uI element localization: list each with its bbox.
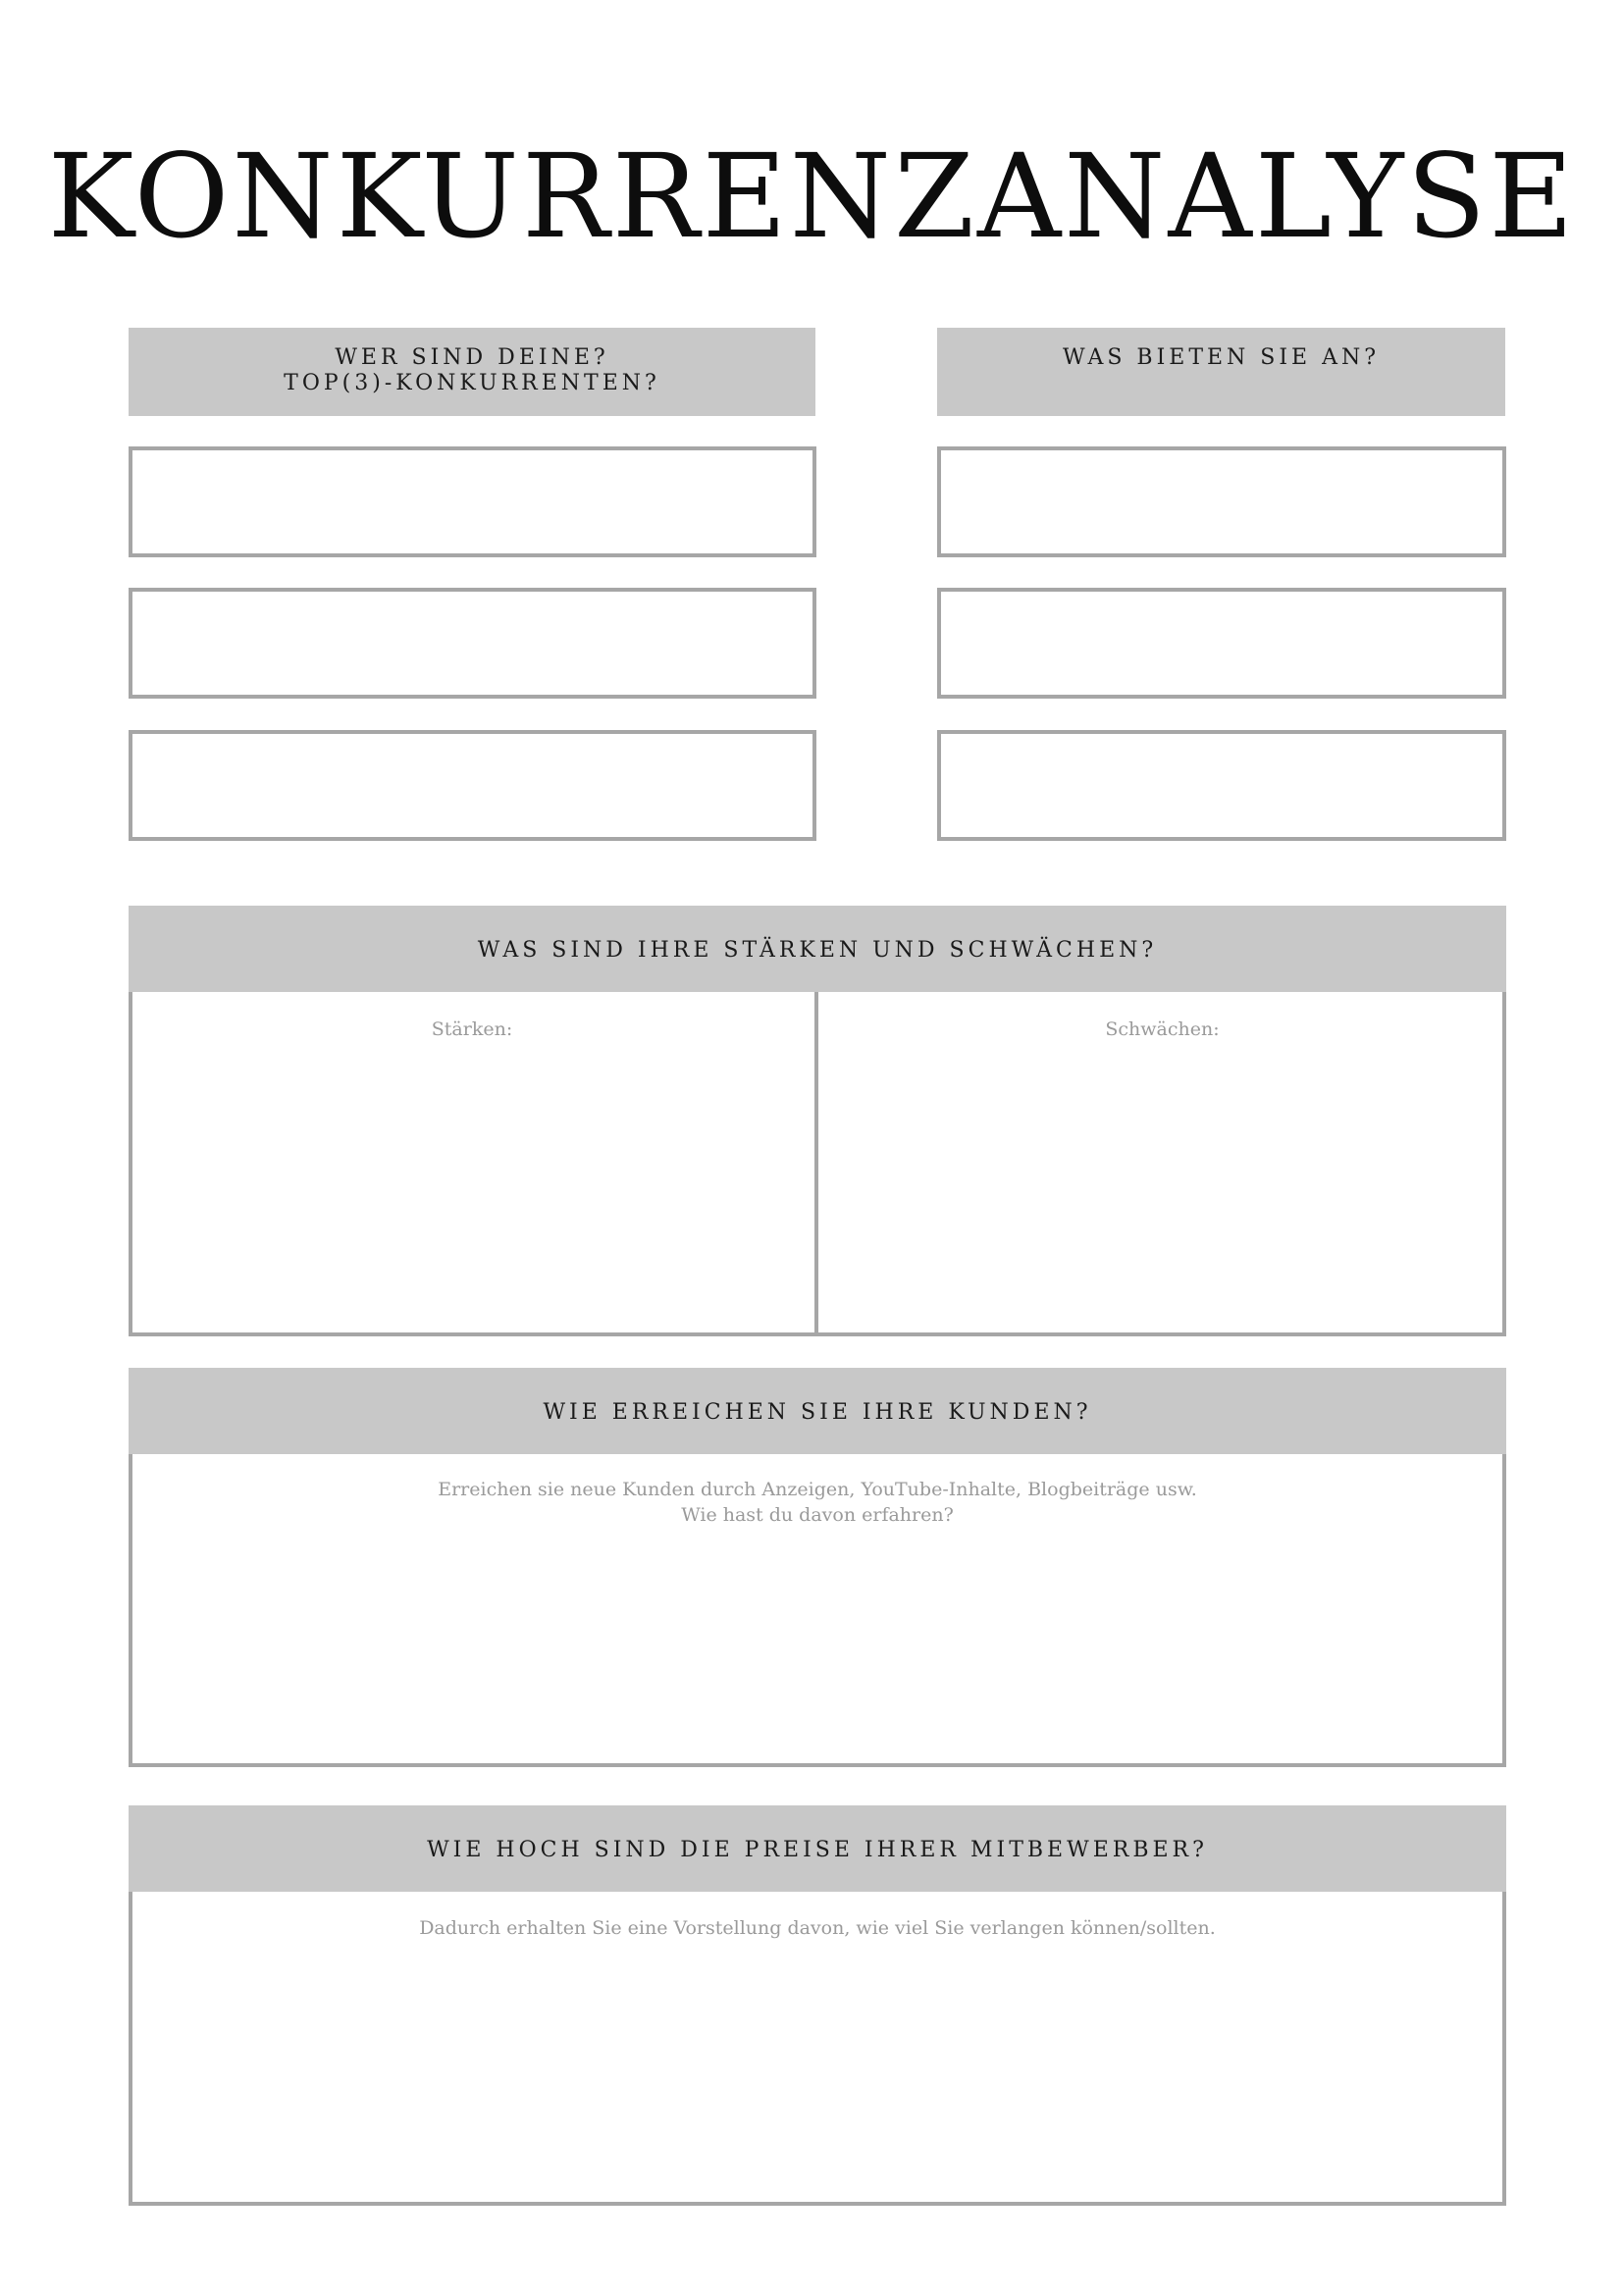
offer-header [937, 328, 1505, 416]
strengths-weaknesses-header-label: WAS SIND IHRE STÄRKEN UND SCHWÄCHEN? [477, 937, 1158, 963]
weaknesses-field[interactable] [818, 992, 1502, 1332]
prices-hint: Dadurch erhalten Sie eine Vorstellung davon, wie viel Sie verlangen können/sollten. [419, 1917, 1216, 1939]
strengths-label: Stärken: [431, 1018, 513, 1040]
strengths-field[interactable] [132, 992, 814, 1332]
reach-header [129, 1368, 1506, 1456]
competitor-field-1[interactable] [129, 446, 816, 557]
offer-header-label: WAS BIETEN SIE AN? [1062, 345, 1381, 370]
page-title: KONKURRENZANALYSE [47, 129, 1577, 264]
competitors-header [129, 328, 815, 416]
weaknesses-label: Schwächen: [1105, 1018, 1220, 1040]
offer-field-2[interactable] [937, 588, 1506, 699]
prices-header [129, 1805, 1506, 1894]
competitor-field-2[interactable] [129, 588, 816, 699]
strengths-weaknesses-header [129, 906, 1506, 994]
offer-field-3[interactable] [937, 730, 1506, 841]
offer-field-1[interactable] [937, 446, 1506, 557]
prices-header-label: WIE HOCH SIND DIE PREISE IHRER MITBEWERBER? [427, 1837, 1208, 1862]
reach-header-label: WIE ERREICHEN SIE IHRE KUNDEN? [543, 1399, 1092, 1425]
competitors-header-label: WER SIND DEINE? TOP(3)-KONKURRENTEN? [284, 345, 660, 395]
reach-hint: Erreichen sie neue Kunden durch Anzeigen, YouTube-Inhalte, Blogbeiträge usw. Wie hast du davon erfahren? [438, 1479, 1197, 1526]
competitor-field-3[interactable] [129, 730, 816, 841]
